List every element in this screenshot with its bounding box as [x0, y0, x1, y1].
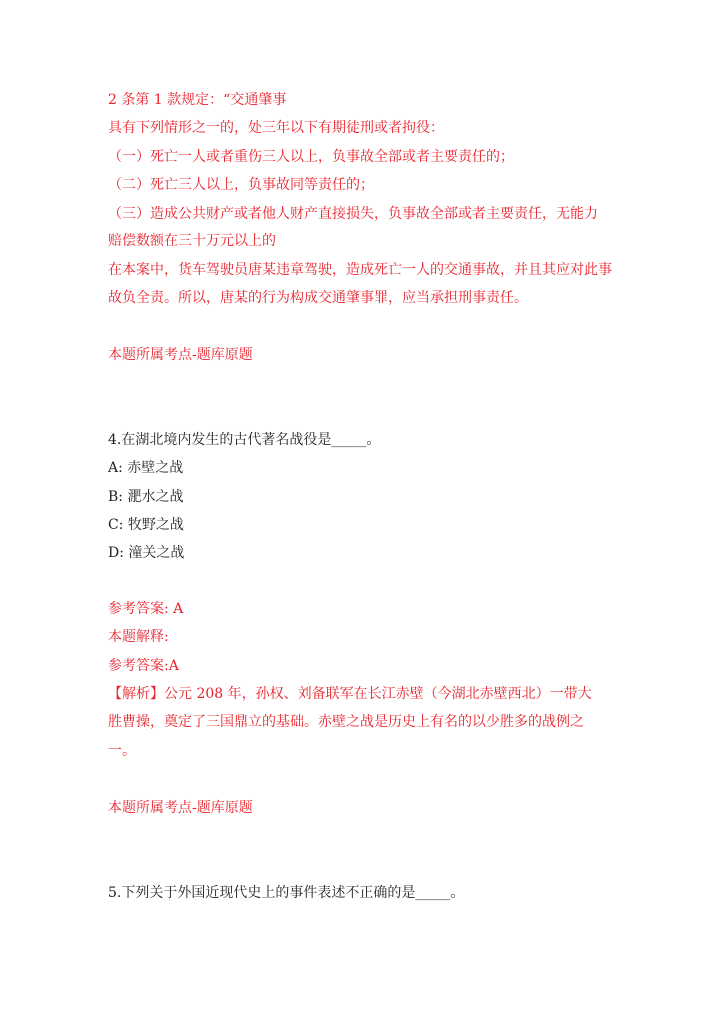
answer-line-2: 参考答案:A — [108, 658, 179, 674]
law-item-1: （一）死亡一人或者重伤三人以上，负事故全部或者主要责任的； — [108, 149, 514, 165]
law-item-3: （三）造成公共财产或者他人财产直接损失，负事故全部或者主要责任，无能力 — [108, 206, 598, 222]
option-c: C: 牧野之战 — [108, 517, 184, 533]
option-a: A: 赤壁之战 — [108, 460, 184, 476]
case-analysis-line-1: 在本案中，货车驾驶员唐某违章驾驶，造成死亡一人的交通事故，并且其应对此事 — [108, 262, 612, 278]
law-text-line: 具有下列情形之一的，处三年以下有期徒刑或者拘役： — [108, 120, 444, 136]
option-d: D: 潼关之战 — [108, 545, 185, 561]
source-tag-2: 本题所属考点-题库原题 — [108, 800, 253, 816]
source-tag: 本题所属考点-题库原题 — [108, 347, 253, 363]
case-analysis-line-2: 故负全责。所以，唐某的行为构成交通肇事罪，应当承担刑事责任。 — [108, 290, 528, 306]
analysis-line-2: 胜曹操，奠定了三国鼎立的基础。赤壁之战是历史上有名的以少胜多的战例之 — [108, 714, 584, 730]
law-item-2: （二）死亡三人以上，负事故同等责任的； — [108, 177, 374, 193]
analysis-line-3: 一。 — [108, 743, 136, 759]
analysis-line-1: 【解析】公元 208 年，孙权、刘备联军在长江赤壁（今湖北赤壁西北）一带大 — [108, 686, 592, 702]
question-5-stem: 5.下列关于外国近现代史上的事件表述不正确的是_____。 — [108, 885, 465, 901]
question-4-stem: 4.在湖北境内发生的古代著名战役是_____。 — [108, 432, 381, 448]
law-citation-line: 2 条第 1 款规定：“交通肇事 — [108, 92, 287, 108]
option-b: B: 淝水之战 — [108, 489, 184, 505]
law-item-3-cont: 赔偿数额在三十万元以上的 — [108, 233, 276, 249]
answer-line: 参考答案: A — [108, 601, 184, 617]
explanation-label: 本题解释: — [108, 629, 169, 645]
